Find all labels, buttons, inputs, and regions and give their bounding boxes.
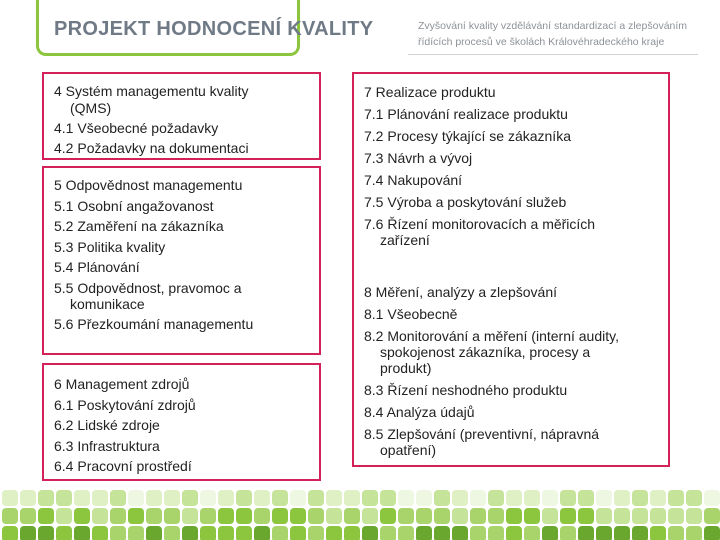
mosaic-tile bbox=[38, 508, 54, 524]
mosaic-tile bbox=[542, 526, 558, 540]
mosaic-tile bbox=[596, 490, 612, 506]
mosaic-tile bbox=[110, 508, 126, 524]
mosaic-tile bbox=[218, 490, 234, 506]
item-7-2: 7.2 Procesy týkající se zákazníka bbox=[364, 128, 571, 144]
mosaic-tile bbox=[614, 526, 630, 540]
mosaic-tile bbox=[578, 526, 594, 540]
mosaic-tile bbox=[470, 508, 486, 524]
mosaic-tile bbox=[326, 508, 342, 524]
mosaic-tile bbox=[272, 508, 288, 524]
mosaic-tile bbox=[524, 526, 540, 540]
mosaic-tile bbox=[686, 526, 702, 540]
project-title: PROJEKT HODNOCENÍ KVALITY bbox=[54, 18, 374, 40]
mosaic-tile bbox=[272, 526, 288, 540]
mosaic-tile bbox=[200, 526, 216, 540]
section-6-box bbox=[42, 363, 321, 481]
mosaic-tile bbox=[650, 508, 666, 524]
mosaic-tile bbox=[686, 508, 702, 524]
mosaic-tile bbox=[506, 508, 522, 524]
mosaic-tile bbox=[236, 526, 252, 540]
item-8-2-cont-1: spokojenost zákazníka, procesy a bbox=[380, 344, 591, 360]
item-8-5-cont: opatření) bbox=[380, 442, 437, 458]
mosaic-tile bbox=[542, 490, 558, 506]
mosaic-tile bbox=[470, 490, 486, 506]
item-6-3: 6.3 Infrastruktura bbox=[54, 437, 160, 454]
item-4-1: 4.1 Všeobecné požadavky bbox=[54, 119, 219, 136]
mosaic-tile bbox=[488, 508, 504, 524]
mosaic-tile bbox=[344, 526, 360, 540]
mosaic-tile bbox=[434, 508, 450, 524]
item-7-4: 7.4 Nakupování bbox=[364, 172, 463, 188]
mosaic-tile bbox=[236, 508, 252, 524]
section-4-heading: 4 Systém managementu kvality bbox=[54, 83, 249, 99]
mosaic-tile bbox=[416, 490, 432, 506]
mosaic-tile bbox=[668, 508, 684, 524]
mosaic-tile bbox=[704, 490, 720, 506]
item-5-3: 5.3 Politika kvality bbox=[54, 238, 166, 255]
mosaic-tile bbox=[92, 508, 108, 524]
mosaic-tile bbox=[128, 526, 144, 540]
mosaic-tile bbox=[20, 508, 36, 524]
mosaic-tile bbox=[542, 508, 558, 524]
mosaic-tile bbox=[668, 526, 684, 540]
mosaic-tile bbox=[596, 508, 612, 524]
mosaic-tile bbox=[344, 508, 360, 524]
mosaic-tile bbox=[398, 508, 414, 524]
mosaic-tile bbox=[560, 526, 576, 540]
mosaic-tile bbox=[614, 490, 630, 506]
mosaic-tile bbox=[650, 526, 666, 540]
mosaic-tile bbox=[218, 526, 234, 540]
mosaic-tile bbox=[92, 526, 108, 540]
tagline-line-2: řídících procesů ve školách Královéhradeckého kraje bbox=[418, 36, 665, 48]
mosaic-tile bbox=[452, 508, 468, 524]
mosaic-tile bbox=[632, 508, 648, 524]
section-6-heading: 6 Management zdrojů bbox=[54, 376, 190, 392]
section-5-box bbox=[42, 166, 321, 355]
mosaic-tile bbox=[290, 490, 306, 506]
mosaic-tile bbox=[164, 490, 180, 506]
section-5-heading: 5 Odpovědnost managementu bbox=[54, 177, 243, 193]
mosaic-tile bbox=[560, 490, 576, 506]
mosaic-tile bbox=[344, 490, 360, 506]
mosaic-tile bbox=[380, 508, 396, 524]
mosaic-tile bbox=[2, 490, 18, 506]
mosaic-tile bbox=[272, 490, 288, 506]
mosaic-tile bbox=[470, 526, 486, 540]
mosaic-tile bbox=[488, 526, 504, 540]
item-8-1: 8.1 Všeobecně bbox=[364, 306, 458, 322]
item-8-2-cont-2: produkt) bbox=[380, 360, 432, 376]
mosaic-tile bbox=[326, 526, 342, 540]
item-5-1: 5.1 Osobní angažovanost bbox=[54, 197, 214, 214]
mosaic-tile bbox=[146, 526, 162, 540]
mosaic-tile bbox=[200, 508, 216, 524]
item-7-6-cont: zařízení bbox=[380, 232, 430, 248]
section-4-box bbox=[42, 72, 321, 160]
mosaic-tile bbox=[290, 508, 306, 524]
mosaic-tile bbox=[326, 490, 342, 506]
item-7-6: 7.6 Řízení monitorovacích a měřicích bbox=[364, 216, 596, 232]
mosaic-tile bbox=[308, 526, 324, 540]
mosaic-tile bbox=[362, 508, 378, 524]
section-spacer bbox=[364, 251, 660, 281]
mosaic-tile bbox=[416, 508, 432, 524]
mosaic-tile bbox=[110, 490, 126, 506]
mosaic-tile bbox=[182, 526, 198, 540]
mosaic-tile bbox=[632, 490, 648, 506]
item-5-4: 5.4 Plánování bbox=[54, 259, 140, 275]
mosaic-tile bbox=[182, 508, 198, 524]
mosaic-tile bbox=[506, 526, 522, 540]
mosaic-tile bbox=[452, 526, 468, 540]
item-5-6: 5.6 Přezkoumání managementu bbox=[54, 316, 254, 332]
item-5-2: 5.2 Zaměření na zákazníka bbox=[54, 218, 224, 234]
mosaic-tile bbox=[254, 508, 270, 524]
mosaic-tile bbox=[2, 508, 18, 524]
mosaic-tile bbox=[254, 526, 270, 540]
item-7-1: 7.1 Plánování realizace produktu bbox=[364, 106, 568, 122]
mosaic-tile bbox=[668, 490, 684, 506]
item-8-2: 8.2 Monitorování a měření (interní audity, bbox=[364, 328, 619, 344]
item-8-3: 8.3 Řízení neshodného produktu bbox=[364, 382, 568, 398]
mosaic-tile bbox=[398, 526, 414, 540]
mosaic-tile bbox=[56, 490, 72, 506]
mosaic-tile bbox=[398, 490, 414, 506]
mosaic-tile bbox=[650, 490, 666, 506]
mosaic-tile bbox=[380, 526, 396, 540]
mosaic-tile bbox=[362, 490, 378, 506]
section-8-heading: 8 Měření, analýzy a zlepšování bbox=[364, 284, 557, 300]
mosaic-tile bbox=[524, 508, 540, 524]
mosaic-tile bbox=[686, 490, 702, 506]
mosaic-tile bbox=[704, 508, 720, 524]
mosaic-tile bbox=[128, 508, 144, 524]
mosaic-tile bbox=[362, 526, 378, 540]
mosaic-tile bbox=[380, 490, 396, 506]
item-7-3: 7.3 Návrh a vývoj bbox=[364, 150, 473, 166]
item-6-1: 6.1 Poskytování zdrojů bbox=[54, 396, 196, 413]
mosaic-tile bbox=[164, 526, 180, 540]
mosaic-tile bbox=[182, 490, 198, 506]
item-6-2: 6.2 Lidské zdroje bbox=[54, 417, 160, 433]
mosaic-tile bbox=[92, 490, 108, 506]
mosaic-tile bbox=[560, 508, 576, 524]
mosaic-tile bbox=[596, 526, 612, 540]
mosaic-tile bbox=[56, 526, 72, 540]
mosaic-tile bbox=[74, 526, 90, 540]
mosaic-tile bbox=[614, 508, 630, 524]
mosaic-tile bbox=[38, 526, 54, 540]
mosaic-tile bbox=[578, 508, 594, 524]
item-8-4: 8.4 Analýza údajů bbox=[364, 404, 475, 420]
decorative-mosaic bbox=[0, 486, 720, 540]
item-6-4: 6.4 Pracovní prostředí bbox=[54, 458, 192, 474]
mosaic-tile bbox=[56, 508, 72, 524]
mosaic-tile bbox=[632, 526, 648, 540]
item-8-5: 8.5 Zlepšování (preventivní, nápravná bbox=[364, 426, 600, 442]
mosaic-tile bbox=[578, 490, 594, 506]
mosaic-tile bbox=[434, 526, 450, 540]
mosaic-tile bbox=[434, 490, 450, 506]
item-7-5: 7.5 Výroba a poskytování služeb bbox=[364, 194, 567, 210]
header bbox=[0, 0, 720, 62]
mosaic-tile bbox=[488, 490, 504, 506]
mosaic-tile bbox=[74, 490, 90, 506]
mosaic-tile bbox=[74, 508, 90, 524]
mosaic-tile bbox=[524, 490, 540, 506]
section-7-heading: 7 Realizace produktu bbox=[364, 84, 496, 100]
mosaic-tile bbox=[704, 526, 720, 540]
mosaic-tile bbox=[20, 490, 36, 506]
mosaic-tile bbox=[254, 490, 270, 506]
mosaic-tile bbox=[236, 490, 252, 506]
item-5-5: 5.5 Odpovědnost, pravomoc a bbox=[54, 279, 242, 296]
header-divider bbox=[408, 54, 698, 55]
mosaic-tile bbox=[164, 508, 180, 524]
item-4-2: 4.2 Požadavky na dokumentaci bbox=[54, 140, 249, 156]
mosaic-tile bbox=[110, 526, 126, 540]
mosaic-tile bbox=[2, 526, 18, 540]
mosaic-tile bbox=[20, 526, 36, 540]
mosaic-tile bbox=[38, 490, 54, 506]
mosaic-tile bbox=[452, 490, 468, 506]
mosaic-tile bbox=[146, 490, 162, 506]
right-sections-box bbox=[352, 72, 670, 467]
item-5-5-cont: komunikace bbox=[70, 296, 145, 312]
project-tagline bbox=[418, 18, 708, 50]
mosaic-tile bbox=[506, 490, 522, 506]
mosaic-tile bbox=[200, 490, 216, 506]
tagline-line-1: Zvyšování kvality vzdělávání standardizací a zlepšováním bbox=[418, 20, 688, 32]
section-4-heading-cont: (QMS) bbox=[70, 99, 112, 116]
mosaic-tile bbox=[308, 490, 324, 506]
mosaic-tile bbox=[416, 526, 432, 540]
mosaic-tile bbox=[146, 508, 162, 524]
mosaic-tile bbox=[218, 508, 234, 524]
mosaic-tile bbox=[128, 490, 144, 506]
mosaic-tile bbox=[290, 526, 306, 540]
mosaic-tile bbox=[308, 508, 324, 524]
